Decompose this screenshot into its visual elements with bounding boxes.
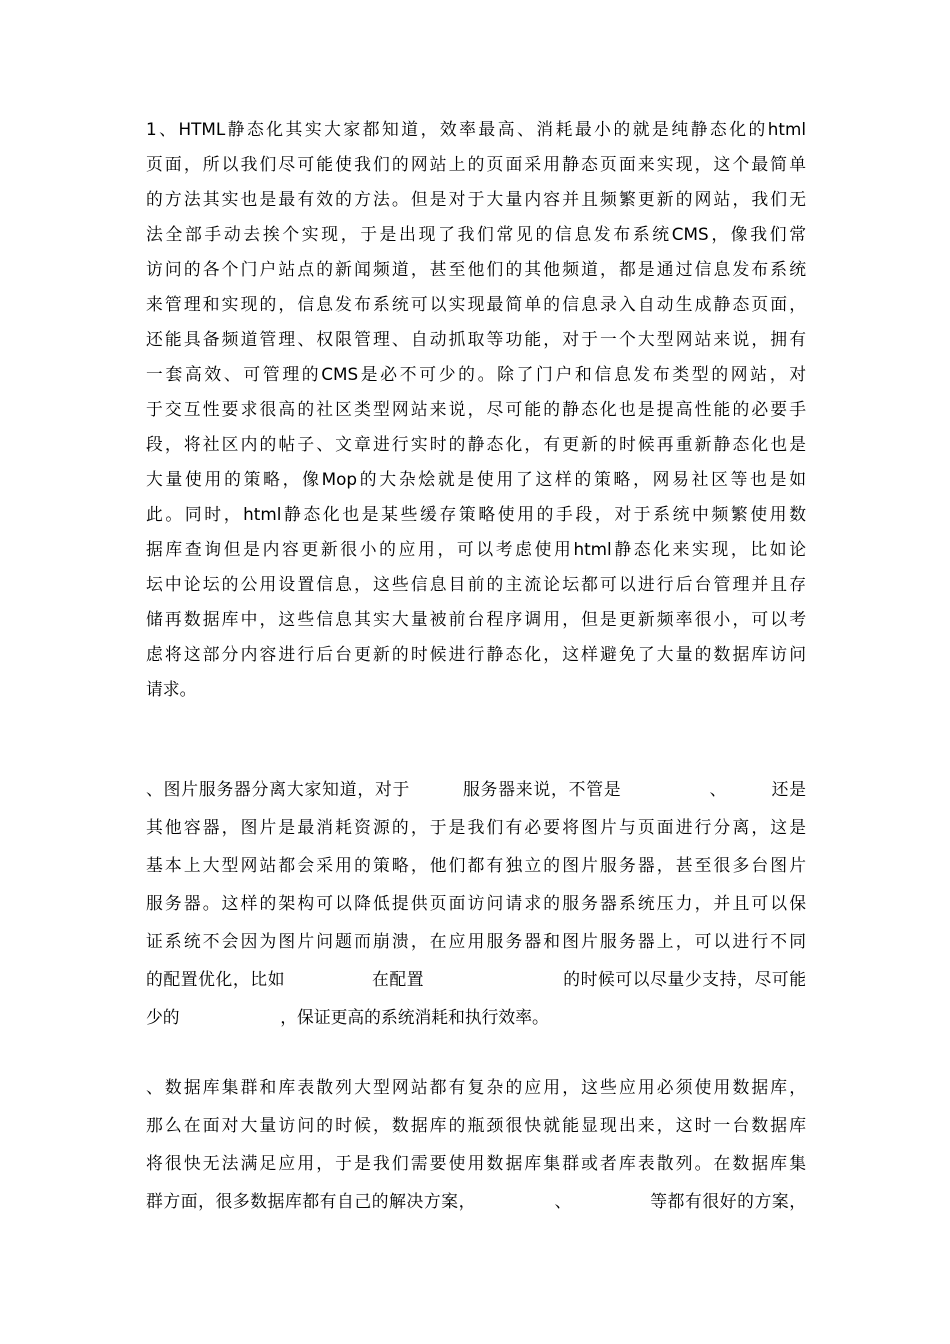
text-line: 虑将这部分内容进行后台更新的时候进行静态化，这样避免了大量的数据库访问 — [146, 644, 806, 664]
text-line: 证系统不会因为图片问题而崩溃，在应用服务器和图片服务器上，可以进行不同 — [146, 931, 806, 951]
text-line: 、图片服务器分离大家知道，对于 服务器来说，不管是 、 还是 — [146, 779, 806, 799]
text-line: 页面，所以我们尽可能使我们的网站上的页面采用静态页面来实现，这个最简单 — [146, 154, 806, 174]
text-line: 群方面，很多数据库都有自己的解决方案， 、 等都有很好的方案， — [146, 1191, 806, 1211]
text-line: 少的 ，保证更高的系统消耗和执行效率。 — [146, 1007, 549, 1027]
text-line: 一套高效、可管理的CMS是必不可少的。除了门户和信息发布类型的网站，对 — [146, 364, 806, 384]
text-line: 请求。 — [146, 679, 197, 699]
text-line: 法全部手动去挨个实现，于是出现了我们常见的信息发布系统CMS，像我们常 — [146, 224, 806, 244]
text-line: 的方法其实也是最有效的方法。但是对于大量内容并且频繁更新的网站，我们无 — [146, 189, 806, 209]
text-line: 段，将社区内的帖子、文章进行实时的静态化，有更新的时候再重新静态化也是 — [146, 434, 806, 454]
text-line: 1、HTML静态化其实大家都知道，效率最高、消耗最小的就是纯静态化的html — [146, 119, 806, 139]
text-line: 的配置优化，比如 在配置 的时候可以尽量少支持，尽可能 — [146, 969, 806, 989]
text-line: 、数据库集群和库表散列大型网站都有复杂的应用，这些应用必须使用数据库， — [146, 1077, 806, 1097]
text-line: 将很快无法满足应用，于是我们需要使用数据库集群或者库表散列。在数据库集 — [146, 1153, 806, 1173]
text-line: 其他容器，图片是最消耗资源的，于是我们有必要将图片与页面进行分离，这是 — [146, 817, 806, 837]
text-line: 访问的各个门户站点的新闻频道，甚至他们的其他频道，都是通过信息发布系统 — [146, 259, 806, 279]
text-line: 于交互性要求很高的社区类型网站来说，尽可能的静态化也是提高性能的必要手 — [146, 399, 806, 419]
text-line: 据库查询但是内容更新很小的应用，可以考虑使用html静态化来实现，比如论 — [146, 539, 806, 559]
text-line: 此。同时，html静态化也是某些缓存策略使用的手段，对于系统中频繁使用数 — [146, 504, 806, 524]
text-line: 那么在面对大量访问的时候，数据库的瓶颈很快就能显现出来，这时一台数据库 — [146, 1115, 806, 1135]
text-line: 服务器。这样的架构可以降低提供页面访问请求的服务器系统压力，并且可以保 — [146, 893, 806, 913]
text-line: 来管理和实现的，信息发布系统可以实现最简单的信息录入自动生成静态页面， — [146, 294, 806, 314]
text-line: 大量使用的策略，像Mop的大杂烩就是使用了这样的策略，网易社区等也是如 — [146, 469, 806, 489]
text-line: 坛中论坛的公用设置信息，这些信息目前的主流论坛都可以进行后台管理并且存 — [146, 574, 806, 594]
text-line: 基本上大型网站都会采用的策略，他们都有独立的图片服务器，甚至很多台图片 — [146, 855, 806, 875]
text-line: 还能具备频道管理、权限管理、自动抓取等功能，对于一个大型网站来说，拥有 — [146, 329, 806, 349]
text-line: 储再数据库中，这些信息其实大量被前台程序调用，但是更新频率很小，可以考 — [146, 609, 806, 629]
